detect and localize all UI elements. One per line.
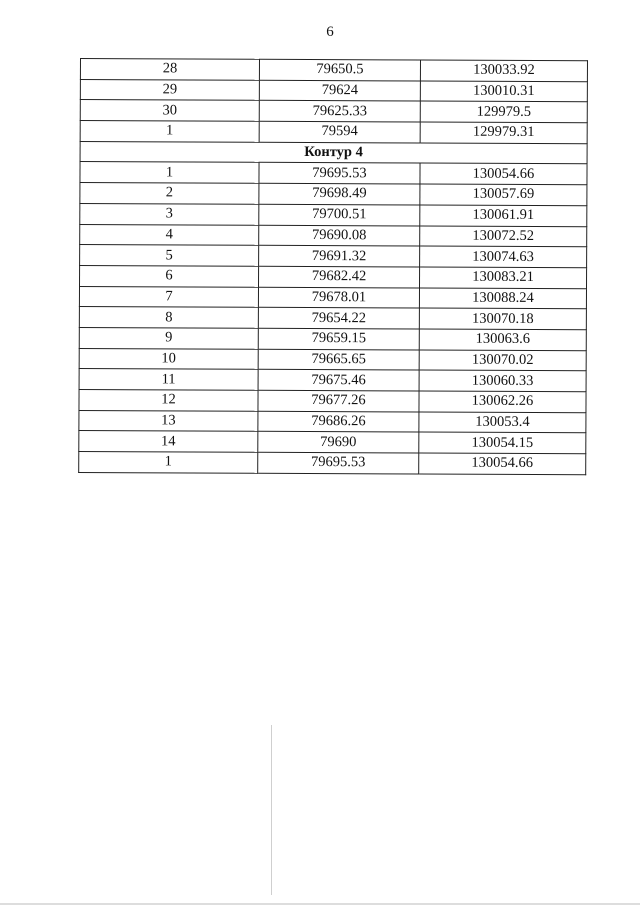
coordinates-table-container bbox=[78, 58, 586, 475]
x-coordinate-cell: 79654.22 bbox=[258, 308, 419, 329]
y-coordinate-cell: 130088.24 bbox=[419, 288, 586, 309]
y-coordinate-cell: 130060.33 bbox=[419, 370, 586, 391]
table-row bbox=[79, 452, 586, 475]
point-number-cell: 28 bbox=[80, 59, 259, 80]
y-coordinate-cell: 130070.18 bbox=[419, 308, 586, 329]
point-number-cell: 30 bbox=[80, 100, 259, 121]
y-coordinate-cell: 130072.52 bbox=[420, 225, 587, 246]
coordinates-table bbox=[78, 58, 588, 475]
point-number-cell: 2 bbox=[80, 183, 259, 204]
x-coordinate-cell: 79698.49 bbox=[259, 183, 420, 204]
x-coordinate-cell: 79625.33 bbox=[259, 101, 420, 122]
y-coordinate-cell: 130062.26 bbox=[419, 391, 586, 412]
y-coordinate-cell: 130054.66 bbox=[420, 163, 587, 184]
x-coordinate-cell: 79682.42 bbox=[259, 266, 420, 287]
y-coordinate-cell: 130054.15 bbox=[419, 432, 586, 453]
point-number-cell: 9 bbox=[79, 327, 258, 348]
x-coordinate-cell: 79700.51 bbox=[259, 204, 420, 225]
y-coordinate-cell: 130074.63 bbox=[420, 246, 587, 267]
table-body-top bbox=[80, 59, 587, 144]
point-number-cell: 3 bbox=[80, 203, 259, 224]
table-row bbox=[80, 183, 587, 206]
table-row bbox=[79, 410, 586, 433]
table-row bbox=[80, 203, 587, 226]
table-row bbox=[79, 389, 586, 412]
table-row bbox=[80, 162, 587, 185]
x-coordinate-cell: 79659.15 bbox=[258, 328, 419, 349]
y-coordinate-cell: 129979.31 bbox=[420, 122, 587, 143]
table-row bbox=[80, 100, 587, 123]
point-number-cell: 14 bbox=[79, 431, 258, 452]
page-number: 6 bbox=[326, 24, 334, 40]
scan-artifact-line bbox=[271, 725, 272, 895]
x-coordinate-cell: 79691.32 bbox=[259, 245, 420, 266]
table-row bbox=[79, 307, 586, 330]
point-number-cell: 5 bbox=[80, 245, 259, 266]
point-number-cell: 13 bbox=[79, 410, 258, 431]
x-coordinate-cell: 79650.5 bbox=[259, 59, 420, 80]
point-number-cell: 6 bbox=[80, 265, 259, 286]
y-coordinate-cell: 130053.4 bbox=[419, 412, 586, 433]
table-body-bottom bbox=[79, 162, 587, 475]
table-row bbox=[79, 286, 586, 309]
table-row bbox=[80, 79, 587, 102]
point-number-cell: 4 bbox=[80, 224, 259, 245]
table-row bbox=[79, 348, 586, 371]
table-row bbox=[80, 265, 587, 288]
table-row bbox=[79, 369, 586, 392]
y-coordinate-cell: 130054.66 bbox=[419, 453, 586, 474]
section-row bbox=[80, 141, 587, 164]
y-coordinate-cell: 130061.91 bbox=[420, 205, 587, 226]
table-row bbox=[79, 431, 586, 454]
y-coordinate-cell: 130057.69 bbox=[420, 184, 587, 205]
point-number-cell: 10 bbox=[79, 348, 258, 369]
table-row bbox=[79, 327, 586, 350]
x-coordinate-cell: 79695.53 bbox=[258, 452, 419, 473]
section-title: Контур 4 bbox=[80, 141, 587, 164]
point-number-cell: 1 bbox=[80, 162, 259, 183]
y-coordinate-cell: 129979.5 bbox=[420, 101, 587, 122]
table-row bbox=[80, 59, 587, 82]
point-number-cell: 1 bbox=[80, 121, 259, 142]
point-number-cell: 11 bbox=[79, 369, 258, 390]
y-coordinate-cell: 130033.92 bbox=[420, 60, 587, 81]
point-number-cell: 29 bbox=[80, 79, 259, 100]
x-coordinate-cell: 79677.26 bbox=[258, 390, 419, 411]
x-coordinate-cell: 79594 bbox=[259, 121, 420, 142]
x-coordinate-cell: 79695.53 bbox=[259, 163, 420, 184]
table-row bbox=[80, 224, 587, 247]
x-coordinate-cell: 79690 bbox=[258, 432, 419, 453]
x-coordinate-cell: 79678.01 bbox=[258, 287, 419, 308]
x-coordinate-cell: 79624 bbox=[259, 80, 420, 101]
y-coordinate-cell: 130063.6 bbox=[419, 329, 586, 350]
point-number-cell: 1 bbox=[79, 452, 258, 473]
point-number-cell: 7 bbox=[79, 286, 258, 307]
y-coordinate-cell: 130010.31 bbox=[420, 81, 587, 102]
table-row bbox=[80, 245, 587, 268]
x-coordinate-cell: 79675.46 bbox=[258, 370, 419, 391]
table-row bbox=[80, 121, 587, 144]
point-number-cell: 8 bbox=[79, 307, 258, 328]
x-coordinate-cell: 79690.08 bbox=[259, 225, 420, 246]
table-section-header bbox=[80, 141, 587, 164]
y-coordinate-cell: 130070.02 bbox=[419, 350, 586, 371]
x-coordinate-cell: 79665.65 bbox=[258, 349, 419, 370]
x-coordinate-cell: 79686.26 bbox=[258, 411, 419, 432]
point-number-cell: 12 bbox=[79, 389, 258, 410]
y-coordinate-cell: 130083.21 bbox=[420, 267, 587, 288]
